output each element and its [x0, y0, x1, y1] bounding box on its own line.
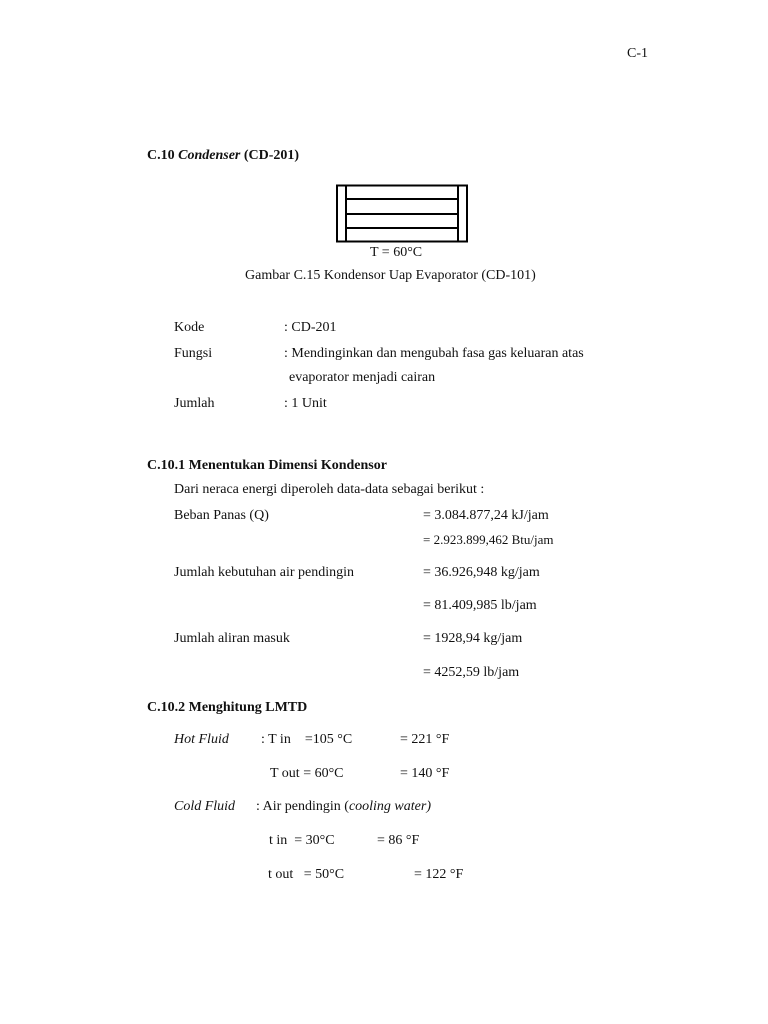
spec-kode-value: : CD-201	[284, 320, 337, 335]
section-number: C.10	[147, 148, 175, 163]
hot-tin: : T in =105 °C	[261, 732, 353, 747]
hot-fluid-label: Hot Fluid	[174, 732, 229, 747]
air-value-2: = 81.409,985 lb/jam	[423, 598, 537, 613]
figure-caption: Gambar C.15 Kondensor Uap Evaporator (CD-101)	[245, 268, 536, 283]
spec-kode-label: Kode	[174, 320, 205, 335]
cold-tin-f: = 86 °F	[377, 833, 420, 848]
hot-tout: T out = 60°C	[270, 766, 344, 781]
beban-value-1: = 3.084.877,24 kJ/jam	[423, 508, 549, 523]
section-name: Condenser	[178, 148, 241, 163]
hot-tin-f: = 221 °F	[400, 732, 450, 747]
cold-desc-italic: cooling water)	[348, 799, 431, 814]
cold-fluid-label: Cold Fluid	[174, 799, 236, 814]
hot-tout-f: = 140 °F	[400, 766, 450, 781]
beban-label: Beban Panas (Q)	[174, 508, 269, 523]
cold-desc	[256, 800, 431, 814]
aliran-label: Jumlah aliran masuk	[174, 631, 290, 646]
aliran-value-1: = 1928,94 kg/jam	[423, 631, 523, 646]
condenser-diagram	[336, 184, 468, 244]
section-code: (CD-201)	[243, 148, 300, 163]
cold-desc-prefix: : Air pendingin (	[256, 799, 349, 814]
figure-temperature: T = 60°C	[370, 245, 423, 260]
spec-jumlah-value: : 1 Unit	[284, 396, 327, 411]
section-heading	[147, 149, 299, 163]
subsection-1-heading: C.10.1 Menentukan Dimensi Kondensor	[147, 458, 387, 473]
spec-fungsi-value-1: : Mendinginkan dan mengubah fasa gas keluaran atas	[284, 346, 584, 361]
subsection-2-heading: C.10.2 Menghitung LMTD	[147, 700, 308, 715]
beban-value-2: = 2.923.899,462 Btu/jam	[423, 532, 554, 547]
page-number: C-1	[627, 46, 648, 61]
aliran-value-2: = 4252,59 lb/jam	[423, 665, 520, 680]
cold-fluid-row	[174, 800, 235, 814]
spec-fungsi-label: Fungsi	[174, 346, 213, 361]
cold-tout-f: = 122 °F	[414, 867, 464, 882]
spec-jumlah-label: Jumlah	[174, 396, 215, 411]
subsection-1-intro: Dari neraca energi diperoleh data-data sebagai berikut :	[174, 482, 485, 497]
cold-tout: t out = 50°C	[268, 867, 345, 882]
air-label: Jumlah kebutuhan air pendingin	[174, 565, 355, 580]
spec-fungsi-value-2: evaporator menjadi cairan	[289, 370, 436, 385]
air-value-1: = 36.926,948 kg/jam	[423, 565, 540, 580]
cold-tin: t in = 30°C	[269, 833, 335, 848]
